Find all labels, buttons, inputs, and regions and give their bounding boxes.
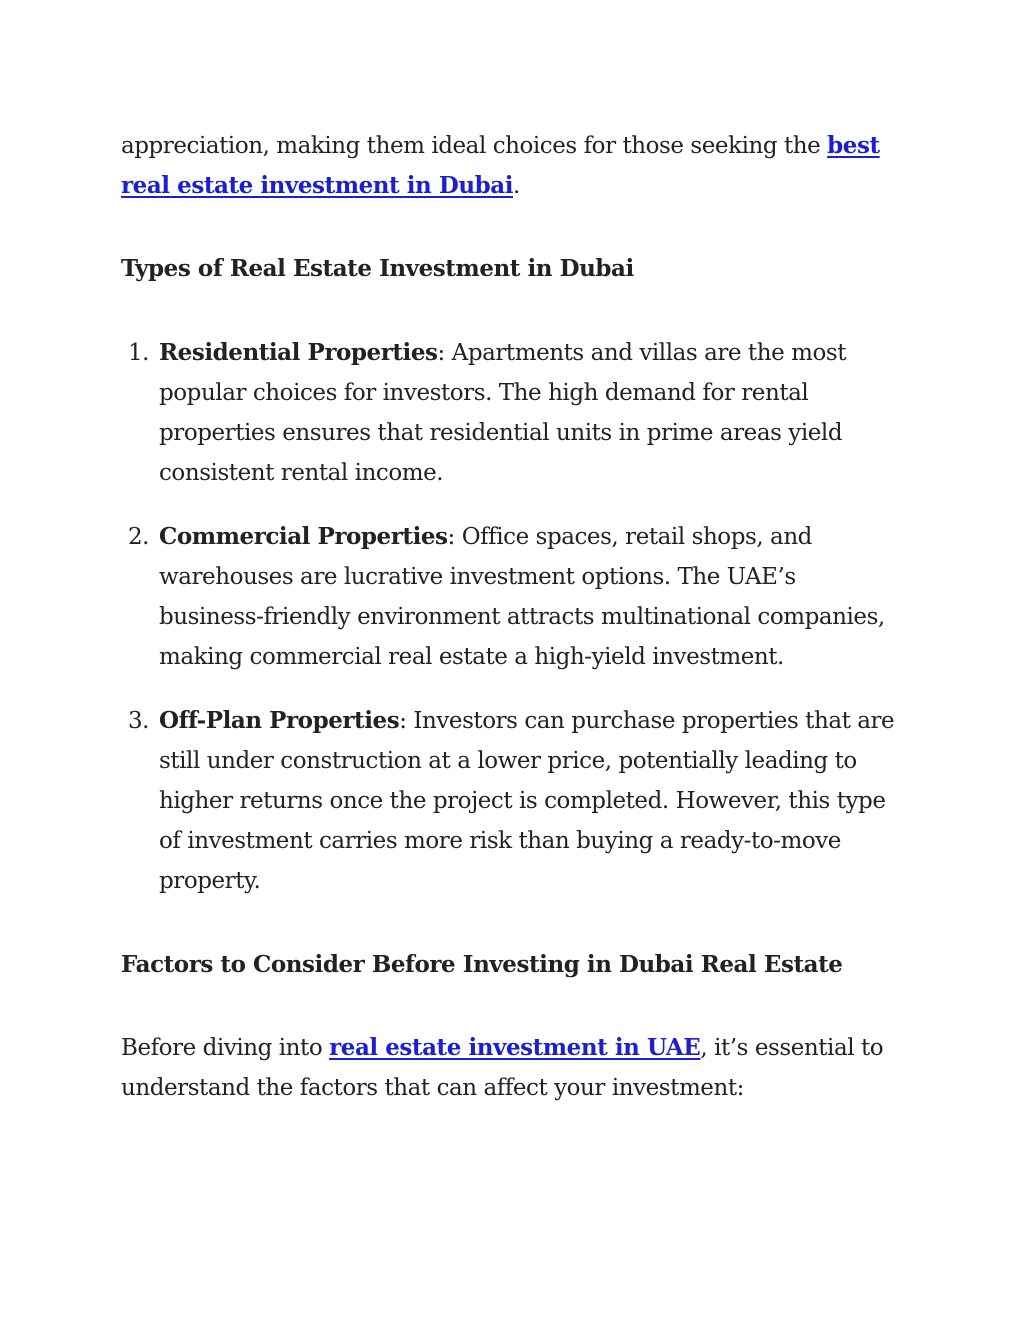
list-item-commercial [121,517,901,677]
outro-paragraph [121,1028,901,1108]
types-list [121,333,901,901]
list-description: : Investors can purchase properties that are still under construction at a lower price, potentially leading to higher returns once the project is completed. However, this type of investment carries more risk than buying a ready-to-move property. [159,708,895,894]
document-page [121,126,901,1108]
list-number: 3. [128,708,150,734]
list-item-off-plan [121,701,901,901]
intro-text-before: appreciation, making them ideal choices for those seeking the [121,133,828,159]
types-heading: Types of Real Estate Investment in Dubai [121,255,634,282]
real-estate-investment-uae-link[interactable]: real estate investment in UAE [329,1034,701,1061]
outro-text-before: Before diving into [121,1035,330,1061]
intro-text-after: . [513,173,520,199]
list-description: : Office spaces, retail shops, and warehouses are lucrative investment options. The UAE’s business-friendly environment attracts multinational companies, making commercial real estate a high-yield investment. [159,524,885,670]
factors-heading: Factors to Consider Before Investing in Dubai Real Estate [121,951,843,978]
intro-paragraph [121,126,901,206]
list-term: Off-Plan Properties [159,707,400,734]
list-term: Residential Properties [159,339,438,366]
outro-text-after: , it’s essential to understand the factors that can affect your investment: [121,1035,884,1101]
list-term: Commercial Properties [159,523,448,550]
best-real-estate-investment-link[interactable]: best real estate investment in Dubai [121,132,880,199]
list-number: 1. [128,340,150,366]
list-number: 2. [128,524,150,550]
list-item-residential [121,333,901,493]
list-description: : Apartments and villas are the most popular choices for investors. The high demand for rental properties ensures that residential units in prime areas yield consistent rental income. [159,340,847,486]
